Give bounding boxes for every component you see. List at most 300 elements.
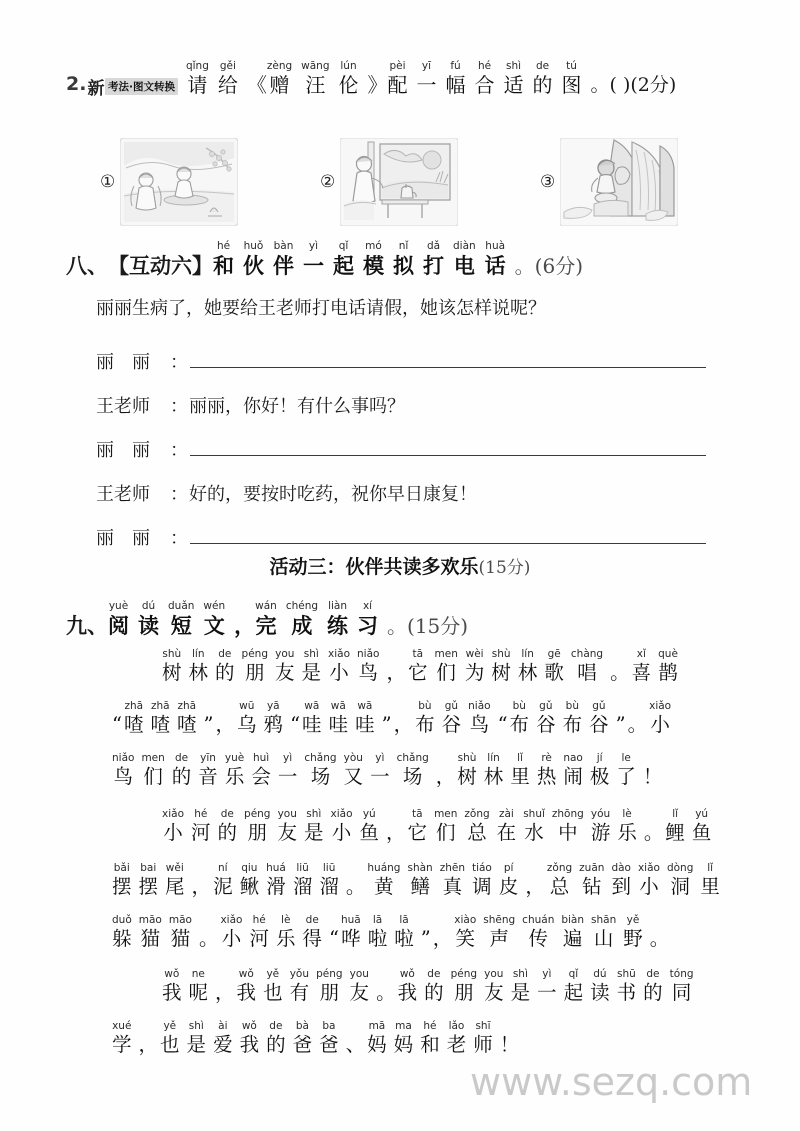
hanzi-text: 请 [187,73,208,97]
pinyin-hanzi-cell [264,700,284,737]
pinyin-text: xiào [454,914,477,926]
passage-line [162,648,685,685]
badge-new-label: 新 [87,79,104,99]
pinyin-hanzi-cell [536,700,556,737]
pinyin-text: hé [423,1020,437,1032]
passage-line [112,1020,521,1057]
pinyin-text: lín [487,752,500,764]
pinyin-hanzi-cell [388,60,408,98]
pinyin-text: bàn [273,240,294,252]
hanzi-text: 老 [446,1033,467,1056]
hanzi-text: 的 [217,821,238,844]
hanzi-text: 伴 [273,253,294,278]
hanzi-text: 。 [627,713,648,736]
pinyin-hanzi-cell [451,968,477,1005]
hanzi-text: 喜 [631,661,652,684]
pinyin-text: men [434,648,458,660]
hanzi-text: 起 [333,253,354,278]
hanzi-text: ， [234,613,256,638]
pinyin-hanzi-cell [162,808,184,845]
dialogue-answer-blank[interactable] [190,352,706,368]
dialogue-speaker: 王老师 [96,484,150,505]
hanzi-text: 树 [457,765,477,788]
pinyin-hanzi-cell [498,700,508,737]
pinyin-hanzi-cell [499,862,519,899]
pinyin-hanzi-cell [670,968,694,1005]
hanzi-text: ， [432,927,453,950]
pinyin-text [658,914,661,926]
hanzi-text: 滑 [266,875,286,898]
pinyin-text: bù [512,700,526,712]
hanzi-text: 师 [473,1033,493,1056]
hanzi-text: 合 [474,73,495,97]
pinyin-text: diàn [453,240,476,252]
pinyin-hanzi-cell [165,862,185,899]
pinyin-text [651,752,654,764]
pinyin-hanzi-cell [186,60,209,98]
dialogue-speaker: 丽 丽 [96,352,150,373]
pinyin-text: lín [192,648,205,660]
hanzi-text: ！ [499,1033,520,1056]
hanzi-text: “ [497,713,508,736]
pinyin-hanzi-cell [139,914,162,951]
pinyin-text: gǔ [444,700,459,712]
section-8-prompt: 丽丽生病了，她要给王老师打电话请假，她该怎样说呢？ [96,298,546,319]
hanzi-text: 黄 [374,875,394,898]
pinyin-text: péng [316,968,343,980]
hanzi-text: 布 [415,713,435,736]
hanzi-text: 朋 [245,661,265,684]
pinyin-text: tiáo [471,862,492,874]
pinyin-hanzi-cell [112,700,122,737]
pinyin-hanzi-cell [628,700,648,737]
hanzi-text: 鸟 [358,661,378,684]
dialogue-speaker: 丽 丽 [96,440,150,461]
pinyin-text: qiu [241,862,258,874]
pinyin-text: zèng [266,60,293,72]
pinyin-hanzi-cell [138,600,159,640]
pinyin-text: xiǎo [330,808,353,820]
hanzi-text: 鸟 [469,713,490,736]
pinyin-hanzi-cell [562,60,582,98]
option-1-image[interactable] [120,138,238,226]
hanzi-text: 赠 [269,73,290,97]
pinyin-text: de [220,808,234,820]
pinyin-hanzi-cell [475,60,495,98]
site-watermark: www.sezq.com [470,1060,753,1104]
pinyin-text: wā [304,700,320,712]
pinyin-hanzi-cell [561,914,584,951]
pinyin-text: shī [475,1020,491,1032]
hanzi-text: 水 [524,821,544,844]
pinyin-hanzi-cell [472,862,492,899]
hanzi-text: “ [329,927,339,950]
pinyin-text: qǐ [338,240,349,252]
pinyin-hanzi-cell [191,808,211,845]
pinyin-text: xiǎo [328,648,351,660]
pinyin-hanzi-cell [376,968,396,1005]
pinyin-text [384,968,387,980]
hanzi-text: 朋 [454,981,474,1004]
pinyin-hanzi-cell [464,808,489,845]
pinyin-hanzi-cell [667,862,693,899]
pinyin-text: tā [412,648,424,660]
pinyin-text [332,914,335,926]
dialogue-answer-blank[interactable] [190,528,706,544]
hanzi-text: 小 [221,927,242,950]
pinyin-hanzi-cell [616,700,626,737]
hanzi-text: ， [386,821,406,844]
pinyin-text: xiǎo [649,700,672,712]
pinyin-hanzi-cell [213,1020,233,1057]
pinyin-hanzi-cell [610,648,630,685]
hanzi-text: 爸 [319,1033,339,1056]
pinyin-text: lín [521,648,534,660]
pinyin-hanzi-cell [589,700,609,737]
pinyin-text: bǎi [113,862,130,874]
pinyin-hanzi-cell [273,240,294,280]
pinyin-text: you [275,648,295,660]
pinyin-text: wǒ [164,968,180,980]
pinyin-text: xué [112,1020,132,1032]
hanzi-text: 河 [191,821,211,844]
hanzi-text: 摆 [138,875,159,898]
pinyin-text: qǐng [185,60,209,72]
hanzi-text: 喳 [123,713,144,736]
pinyin-text: yòu [343,752,363,764]
pinyin-hanzi-cell [394,700,414,737]
pinyin-hanzi-cell [198,752,218,789]
pinyin-text [533,862,536,874]
pinyin-text [354,862,357,874]
hanzi-text: 躲 [112,927,132,950]
pinyin-text: bai [140,862,157,874]
hanzi-text: 。 [376,981,396,1004]
hanzi-text: 幅 [445,73,466,97]
hanzi-text: 读 [590,981,610,1004]
hanzi-text: 音 [198,765,218,788]
option-3-marker: ③ [540,172,556,192]
hanzi-text: 布 [509,713,530,736]
hanzi-text: 会 [251,765,271,788]
hanzi-text: 声 [489,927,509,950]
pinyin-text: yì [375,752,385,764]
pinyin-hanzi-cell [616,752,636,789]
hanzi-text: 话 [484,253,506,278]
hanzi-text: 为 [464,661,485,684]
hanzi-text: 了 [616,765,636,788]
pinyin-hanzi-cell [302,648,322,685]
pinyin-text: chàng [570,648,604,660]
hanzi-text: 图 [561,73,582,97]
hanzi-text: ， [138,1033,159,1056]
pinyin-text: rè [541,752,552,764]
pinyin-text: shàn [407,862,433,874]
pinyin-text: lǐ [707,862,714,874]
option-3[interactable] [540,138,678,226]
hanzi-text: 啦 [367,927,388,950]
pinyin-hanzi-cell [240,862,260,899]
pinyin-hanzi-cell [160,1020,180,1057]
pinyin-hanzi-cell [398,968,418,1005]
hanzi-text: 《 [246,73,267,97]
hanzi-text: ， [393,713,414,736]
pinyin-hanzi-cell [447,1020,467,1057]
question-number: 2. [66,73,87,95]
pinyin-hanzi-cell [220,914,242,951]
pinyin-hanzi-cell [368,60,388,98]
pinyin-text: shì [188,1020,204,1032]
hanzi-text: 朋 [247,821,268,844]
hanzi-text: 场 [402,765,423,788]
pinyin-hanzi-cell [304,808,324,845]
dialogue-answer-blank[interactable] [190,440,706,456]
pinyin-hanzi-cell [189,648,209,685]
option-3-image[interactable] [560,138,678,226]
dialogue-speaker: 王老师 [96,396,150,417]
pinyin-hanzi-cell [243,240,264,280]
section-9-pinyin-row [108,600,387,640]
hanzi-text: 闹 [563,765,583,788]
hanzi-text: 得 [302,927,322,950]
hanzi-text: 钻 [582,875,602,898]
hanzi-text: 练 [327,613,349,638]
pinyin-text [376,60,379,72]
pinyin-hanzi-cell [434,808,457,845]
hanzi-text: 我 [162,981,182,1004]
pinyin-hanzi-cell [112,752,134,789]
hanzi-text: 和 [213,253,234,278]
pinyin-hanzi-cell [172,752,192,789]
section-8-bracket: 【互动六】 [108,253,213,278]
dialogue-colon: ： [170,352,188,373]
hanzi-text: 们 [436,661,456,684]
pinyin-hanzi-cell [215,648,235,685]
hanzi-text: 小 [331,821,352,844]
pinyin-hanzi-cell [510,700,530,737]
pinyin-text: duǒ [112,914,132,926]
pinyin-hanzi-cell [433,914,453,951]
section-8-index: 八、 [66,253,108,278]
activity-3-title: 活动三：伙伴共读多欢乐 [269,556,479,578]
pinyin-text: chéng [285,600,319,612]
pinyin-hanzi-cell [386,808,406,845]
pinyin-hanzi-cell [162,968,182,1005]
hanzi-text: 。 [610,661,630,684]
pinyin-hanzi-cell [357,648,379,685]
pinyin-hanzi-cell [139,1020,159,1057]
hanzi-text: 极 [589,765,610,788]
pinyin-text: xǐ [636,648,646,660]
pinyin-text [243,600,246,612]
hanzi-text: 们 [143,765,163,788]
pinyin-text [444,752,447,764]
pinyin-hanzi-cell [278,752,298,789]
pinyin-text: ní [218,862,228,874]
pinyin-text: péng [241,648,268,660]
pinyin-hanzi-cell [333,240,354,280]
pinyin-hanzi-cell [393,240,414,280]
pinyin-hanzi-cell [242,648,268,685]
pinyin-hanzi-cell [263,968,283,1005]
pinyin-text: hé [194,808,208,820]
pinyin-text [618,648,621,660]
pinyin-hanzi-cell [525,862,545,899]
pinyin-hanzi-cell [552,808,584,845]
hanzi-text: 谷 [536,713,556,736]
pinyin-hanzi-cell [523,808,545,845]
hanzi-text: 。 [649,927,670,950]
hanzi-text: 皮 [498,875,519,898]
pinyin-text: chǎng [396,752,429,764]
hanzi-text: 、 [345,1033,366,1056]
hanzi-text: ， [386,661,406,684]
pinyin-text: dú [141,600,156,612]
hanzi-text: 鹊 [658,661,678,684]
pinyin-text: xí [362,600,373,612]
pinyin-hanzi-cell [177,700,197,737]
pinyin-text: huáng [367,862,401,874]
option-2[interactable] [320,138,458,226]
hanzi-text: 乐 [224,765,245,788]
hanzi-text: 谷 [441,713,462,736]
hanzi-text: 中 [558,821,578,844]
hanzi-text: 猫 [170,927,191,950]
hanzi-text: 笑 [455,927,476,950]
pinyin-text: yī [421,60,432,72]
hanzi-text: 溜 [319,875,339,898]
pinyin-text: wāng [301,60,330,72]
pinyin-text: yuè [108,600,129,612]
dialogue-text: 好的，要按时吃药，祝你早日康复！ [189,484,477,505]
hanzi-text: 鱼 [359,821,380,844]
pinyin-text [354,1020,357,1032]
passage-line [112,752,664,789]
hanzi-text: 电 [453,253,475,278]
pinyin-text: gěi [219,60,236,72]
hanzi-text: 一 [303,253,324,278]
pinyin-text: ma [395,1020,412,1032]
option-2-image[interactable] [340,138,458,226]
pinyin-text [147,1020,150,1032]
hanzi-text: 阅 [108,613,129,638]
hanzi-text: ” [420,927,431,950]
hanzi-text: 我 [236,981,257,1004]
pinyin-hanzi-cell [465,648,485,685]
hanzi-text: 哇 [328,713,349,736]
pinyin-hanzi-cell [591,914,616,951]
pinyin-hanzi-cell [564,968,584,1005]
pinyin-hanzi-cell [204,700,214,737]
hanzi-text: ， [215,981,235,1004]
hanzi-text: 游 [590,821,611,844]
pinyin-hanzi-cell [108,600,129,640]
pinyin-hanzi-cell [497,808,517,845]
passage-line [162,968,701,1005]
pinyin-text: yā [266,700,280,712]
option-1[interactable] [100,138,238,226]
hanzi-text: ， [525,875,545,898]
hanzi-text: 洞 [670,875,690,898]
pinyin-text: huǒ [243,240,264,252]
pinyin-text: dòng [666,862,694,874]
pinyin-text [293,700,296,712]
pinyin-hanzi-cell [151,700,171,737]
pinyin-text: yě [163,1020,177,1032]
pinyin-hanzi-cell [440,862,465,899]
hanzi-text: 的 [215,661,235,684]
pinyin-hanzi-cell [112,1020,132,1057]
hanzi-text: 乐 [275,927,296,950]
pinyin-hanzi-cell [408,648,428,685]
hanzi-text: 猫 [140,927,161,950]
pinyin-hanzi-cell [341,914,361,951]
hanzi-text: 哗 [341,927,361,950]
hanzi-text: 的 [171,765,192,788]
hanzi-text: 是 [301,661,322,684]
pinyin-text: shì [512,968,528,980]
pinyin-text: hé [252,914,266,926]
pinyin-hanzi-cell [510,752,530,789]
pinyin-text: shān [591,914,617,926]
hanzi-text: 书 [616,981,637,1004]
pinyin-text: gǔ [592,700,606,712]
pinyin-hanzi-cell [658,648,678,685]
pinyin-hanzi-cell [266,862,286,899]
hanzi-text: 短 [170,613,192,638]
pinyin-hanzi-cell [234,600,255,640]
pinyin-text: shì [303,648,319,660]
hanzi-text: 汪 [305,73,326,97]
pinyin-text: yě [626,914,640,926]
pinyin-text: xiǎo [637,862,660,874]
dialogue-colon: ： [170,440,188,461]
pinyin-hanzi-cell [357,600,378,640]
pinyin-text: huì [252,752,270,764]
pinyin-hanzi-cell [649,700,671,737]
pinyin-text: yì [283,752,293,764]
dialogue-speaker: 丽 丽 [96,528,150,549]
hanzi-text: ” [203,713,214,736]
pinyin-text: lā [372,914,383,926]
pinyin-hanzi-cell [346,862,366,899]
hanzi-text: 一 [537,981,557,1004]
pinyin-text: hé [216,240,231,252]
hanzi-text: 总 [467,821,487,844]
hanzi-text: 真 [442,875,463,898]
pinyin-hanzi-cell [329,914,339,951]
hanzi-text: 伦 [338,73,359,97]
pinyin-text: yú [362,808,376,820]
pinyin-text: wā [357,700,373,712]
hanzi-text: 。 [643,821,664,844]
hanzi-text: 模 [363,253,384,278]
pinyin-hanzi-cell [350,968,370,1005]
hanzi-text: 小 [163,821,183,844]
pinyin-text: de [218,648,232,660]
hanzi-text: 和 [420,1033,440,1056]
dialogue-text: 丽丽，你好！有什么事吗？ [189,396,405,417]
pinyin-text: wā [330,700,346,712]
pinyin-hanzi-cell [611,862,631,899]
hanzi-text: 树 [491,661,511,684]
hanzi-text: 一 [370,765,390,788]
pinyin-text: huā [340,914,361,926]
pinyin-text: huà [485,240,506,252]
hanzi-text: 鱼 [691,821,712,844]
pinyin-text: zuān [579,862,605,874]
pinyin-hanzi-cell [267,60,292,98]
